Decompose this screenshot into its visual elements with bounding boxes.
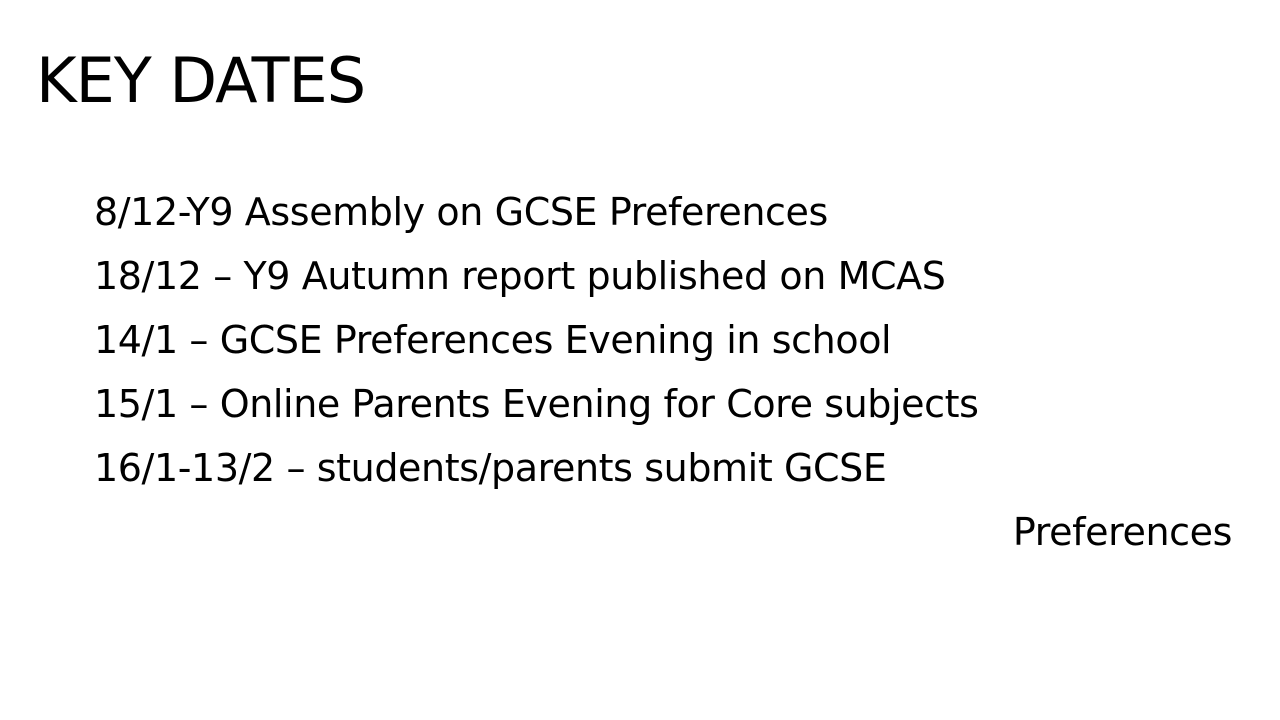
slide-title: KEY DATES [36, 44, 366, 117]
date-item-continuation: Preferences [1012, 510, 1232, 554]
list-item [94, 308, 1244, 372]
date-item-text: 15/1 – Online Parents Evening for Core subjects [94, 382, 979, 426]
list-item [94, 244, 1244, 308]
list-item [94, 436, 1244, 564]
list-item [94, 372, 1244, 436]
date-item-text: 16/1-13/2 – students/parents submit GCSE [94, 446, 887, 490]
date-item-text: 14/1 – GCSE Preferences Evening in school [94, 318, 892, 362]
key-dates-list [94, 180, 1244, 564]
list-item [94, 180, 1244, 244]
date-item-text: 18/12 – Y9 Autumn report published on MCAS [94, 254, 946, 298]
date-item-text: 8/12-Y9 Assembly on GCSE Preferences [94, 190, 828, 234]
